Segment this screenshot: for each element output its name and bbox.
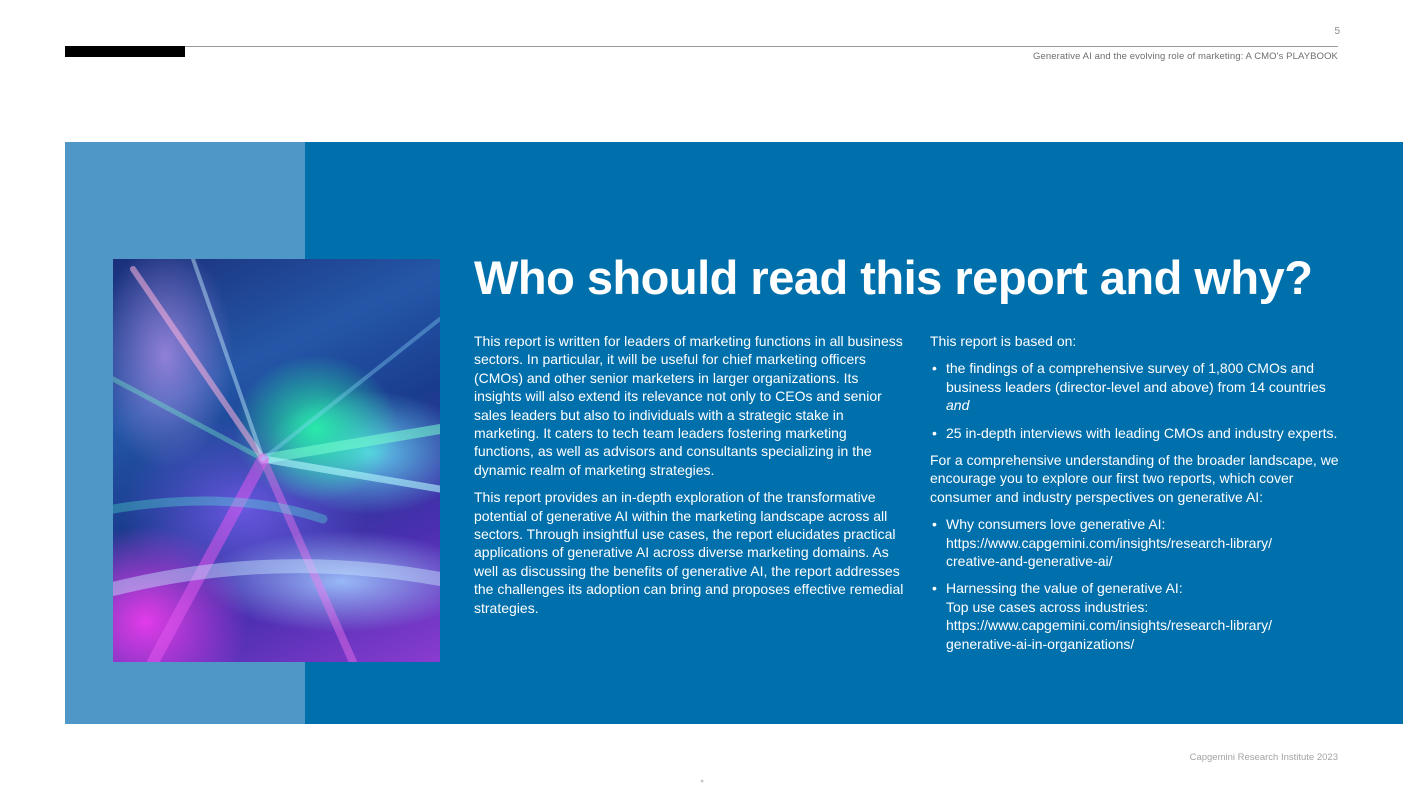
right-column — [930, 332, 1340, 662]
report-link-1-url-part-2[interactable]: creative-and-generative-ai/ — [946, 553, 1113, 570]
right-intro: This report is based on: — [930, 333, 1077, 349]
left-column — [474, 332, 909, 626]
header-accent-bar — [65, 46, 185, 57]
page-number: 5 — [1334, 26, 1340, 37]
list-item — [930, 579, 1340, 653]
report-link-2-url-part-1[interactable]: https://www.capgemini.com/insights/research-library/ — [946, 617, 1273, 634]
report-link-1-url-part-1[interactable]: https://www.capgemini.com/insights/research-library/ — [946, 534, 1273, 551]
header-rule — [65, 46, 1338, 47]
page-title: Who should read this report and why? — [474, 251, 1313, 304]
content-panel — [65, 142, 1403, 724]
list-item — [930, 515, 1340, 570]
list-item — [930, 424, 1340, 442]
source-survey-emphasis: and — [946, 397, 970, 414]
source-survey-text: the findings of a comprehensive survey of 1,800 CMOs and business leaders (director-level and above) from 14 countries — [946, 360, 1326, 395]
source-list — [930, 359, 1340, 442]
header-title: Generative AI and the evolving role of marketing: A CMO's PLAYBOOK — [1033, 51, 1338, 62]
right-paragraph: For a comprehensive understanding of the broader landscape, we encourage you to explore our first two reports, which cover consumer and industry perspectives on generative AI: — [930, 452, 1339, 505]
light-streaks-graphic — [113, 259, 440, 662]
report-link-2-url-part-2[interactable]: generative-ai-in-organizations/ — [946, 635, 1135, 652]
footer-dot: ● — [700, 778, 705, 785]
hero-image — [113, 259, 440, 662]
footer-credit: Capgemini Research Institute 2023 — [1189, 752, 1338, 763]
link-2-title: • Harnessing the value of generative AI: — [946, 580, 1183, 597]
list-item — [930, 359, 1340, 414]
left-paragraph-2: This report provides an in-depth exploration of the transformative potential of generative AI within the marketing landscape across all sectors. Through insightful use cases, the report elucidates practical applications of generative AI across diverse marketing domains. As well as discussing the benefits of generative AI, the report addresses the challenges its adoption can bring and proposes effective remedial strategies. — [474, 489, 904, 616]
link-2-subtitle: Top use cases across industries: — [946, 598, 1149, 615]
source-interviews-text: 25 in-depth interviews with leading CMOs and industry experts. — [946, 424, 1338, 441]
left-paragraph-1: This report is written for leaders of marketing functions in all business sectors. In particular, it will be useful for chief marketing officers (CMOs) and other senior marketers in larger organizations. Its insights will also extend its relevance not only to CEOs and senior sales leaders but also to individuals with a strategic stake in marketing. It caters to tech team leaders fostering marketing functions, as well as advisors and consultants specializing in the dynamic realm of marketing strategies. — [474, 333, 903, 478]
report-links-list — [930, 515, 1340, 653]
link-1-title: • Why consumers love generative AI: — [946, 516, 1166, 533]
